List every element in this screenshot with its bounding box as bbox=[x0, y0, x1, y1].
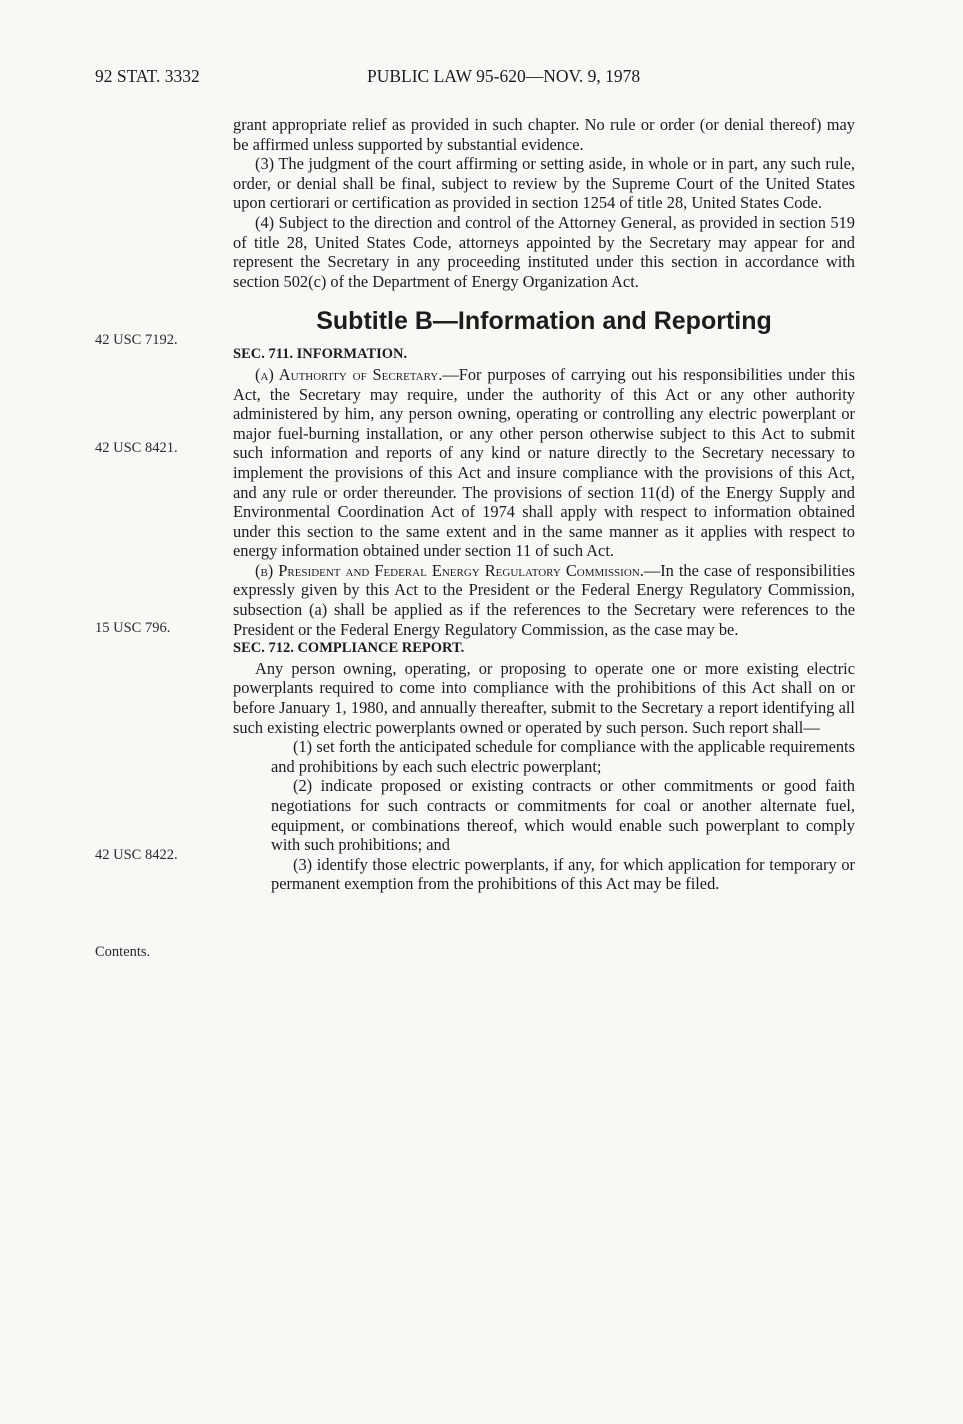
section-712-text: Any person owning, operating, or proposing to operate one or more existing electric powerplants required to come into compliance with the prohibitions of this Act shall on or before January 1, 1980, and annually thereafter, submit to the Secretary a report identifying all such existing electric powerplants owned or operated by such person. Such report shall— bbox=[233, 658, 855, 737]
paragraph-relief: grant appropriate relief as provided in such chapter. No rule or order (or denial thereof) may be affirmed unless supported by substantial evidence. bbox=[233, 115, 855, 154]
page-header bbox=[95, 66, 865, 90]
subtitle-heading: Subtitle B—Information and Reporting bbox=[316, 307, 772, 336]
statute-body bbox=[233, 115, 855, 894]
section-711-a-text: —For purposes of carrying out his responsibilities under this Act, the Secretary may require, under the authority of this Act or any other authority administered by him, any person owning, operating or controlling any electric powerplant or major fuel-burning installation, or any other person otherwise subject to this Act to submit such information and reports of any kind or nature directly to the Secretary necessary to implement the provisions of this Act and insure compliance with the provisions of this Act, and any rule or order thereunder. The provisions of section 11(d) of the Energy Supply and Environmental Coordination Act of 1974 shall apply with respect to information obtained under this section to the same extent and in the same manner as it applies with respect to energy information obtained under section 11 of such Act. bbox=[233, 364, 855, 561]
public-law-citation: PUBLIC LAW 95-620—NOV. 9, 1978 bbox=[367, 66, 641, 86]
list-item-3: (3) identify those electric powerplants, if any, for which application for temporary or permanent exemption from the prohibitions of this Act may be filed. bbox=[271, 854, 855, 894]
margin-note-42-usc-7192: 42 USC 7192. bbox=[95, 332, 178, 348]
section-711-a bbox=[233, 365, 855, 561]
section-711-b-text: —In the case of responsibilities expressly given by this Act to the President or the Federal Energy Regulatory Commission, subsection (a) shall be applied as if the references to the Secretary were references to the President or the Federal Energy Regulatory Commission, as the case may be. bbox=[233, 560, 855, 639]
list-item-2: (2) indicate proposed or existing contracts or other commitments or good faith negotiations for such contracts or commitments for coal or another alternate fuel, equipment, or combinations thereof, which would enable such powerplant to comply with such prohibitions; and bbox=[271, 776, 855, 855]
margin-note-42-usc-8422: 42 USC 8422. bbox=[95, 847, 178, 863]
section-711-b bbox=[233, 561, 855, 639]
margin-note-42-usc-8421: 42 USC 8421. bbox=[95, 440, 178, 456]
section-712-heading: SEC. 712. COMPLIANCE REPORT. bbox=[233, 640, 465, 657]
section-711-a-label: (a) Authority of Secretary. bbox=[255, 364, 443, 384]
section-711-heading: SEC. 711. INFORMATION. bbox=[233, 346, 408, 363]
margin-note-15-usc-796: 15 USC 796. bbox=[95, 620, 171, 636]
margin-note-contents: Contents. bbox=[95, 944, 151, 960]
section-711-b-label: (b) President and Federal Energy Regulatory Commission. bbox=[255, 560, 644, 580]
paragraph-3-judgment: (3) The judgment of the court affirming or setting aside, in whole or in part, any such rule, order, or denial shall be final, subject to review by the Supreme Court of the United States upon certiorari or certification as provided in section 1254 of title 28, United States Code. bbox=[233, 154, 855, 213]
paragraph-4-attorneys: (4) Subject to the direction and control of the Attorney General, as provided in section 519 of title 28, United States Code, attorneys appointed by the Secretary may appear for and represent the Secretary in any proceeding instituted under this section in accordance with section 502(c) of the Department of Energy Organization Act. bbox=[233, 212, 855, 291]
list-item-1: (1) set forth the anticipated schedule for compliance with the applicable requirements and prohibitions by each such electric powerplant; bbox=[271, 737, 855, 776]
statute-page-number: 92 STAT. 3332 bbox=[95, 66, 200, 86]
